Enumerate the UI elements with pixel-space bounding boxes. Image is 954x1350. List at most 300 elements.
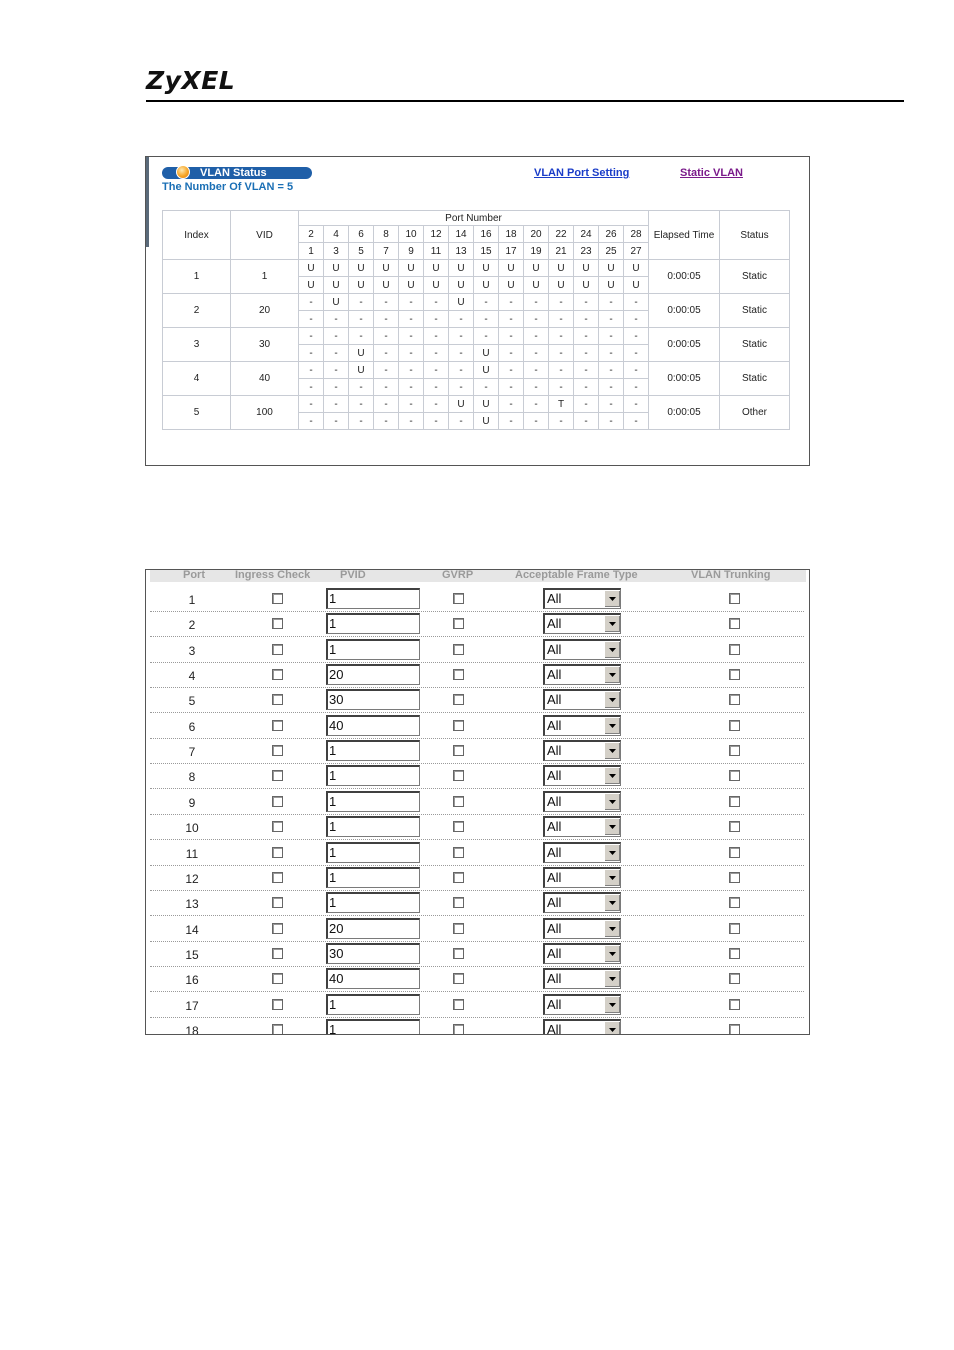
vlan-index: 3 xyxy=(163,328,231,362)
port-membership-cell: T xyxy=(549,396,574,413)
port-membership-cell: - xyxy=(524,379,549,396)
port-header-even: 8 xyxy=(374,226,399,243)
port-header-odd: 9 xyxy=(399,243,424,260)
port-header-odd: 1 xyxy=(299,243,324,260)
gvrp-checkbox[interactable] xyxy=(453,796,464,807)
frame-type-value: All xyxy=(547,591,562,606)
port-membership-cell: - xyxy=(399,328,424,345)
zyxel-logo: ZyXEL xyxy=(146,66,236,95)
frame-type-value: All xyxy=(547,743,562,759)
port-membership-cell: - xyxy=(399,379,424,396)
vlan-port-setting-link[interactable]: VLAN Port Setting xyxy=(534,167,630,179)
port-number: 11 xyxy=(185,846,199,861)
header-vlan-trunking: VLAN Trunking xyxy=(691,569,771,581)
vlan-status-table xyxy=(162,210,790,430)
acceptable-frame-type-select[interactable] xyxy=(543,816,621,837)
port-membership-cell: - xyxy=(349,379,374,396)
frame-type-value: All xyxy=(547,1021,562,1035)
pvid-input[interactable]: 20 xyxy=(326,918,420,939)
pvid-input[interactable]: 1 xyxy=(326,791,420,812)
port-membership-cell: - xyxy=(324,362,349,379)
vlan-row xyxy=(163,396,790,413)
gvrp-checkbox[interactable] xyxy=(453,1024,464,1035)
vlan-trunking-checkbox[interactable] xyxy=(729,821,740,832)
dropdown-arrow-icon[interactable] xyxy=(604,945,620,962)
port-membership-cell: - xyxy=(299,362,324,379)
port-membership-cell: - xyxy=(449,413,474,430)
vlan-status: Other xyxy=(720,396,790,430)
port-membership-cell: - xyxy=(474,294,499,311)
port-membership-cell: U xyxy=(599,260,624,277)
ingress-check-checkbox[interactable] xyxy=(272,973,283,984)
port-membership-cell: - xyxy=(299,396,324,413)
port-membership-cell: U xyxy=(574,277,599,294)
port-row xyxy=(150,713,804,739)
port-header-odd: 23 xyxy=(574,243,599,260)
header-elapsed-time: Elapsed Time xyxy=(649,211,720,260)
port-membership-cell: - xyxy=(599,413,624,430)
dropdown-arrow-icon[interactable] xyxy=(604,996,620,1013)
gvrp-checkbox[interactable] xyxy=(453,720,464,731)
pvid-input[interactable]: 1 xyxy=(326,639,420,660)
pvid-input[interactable]: 1 xyxy=(326,588,420,609)
gvrp-checkbox[interactable] xyxy=(453,669,464,680)
gvrp-checkbox[interactable] xyxy=(453,948,464,959)
port-row xyxy=(150,611,804,637)
port-header-even: 4 xyxy=(324,226,349,243)
gvrp-checkbox[interactable] xyxy=(453,593,464,604)
port-membership-cell: - xyxy=(574,345,599,362)
port-membership-cell: - xyxy=(599,396,624,413)
port-number: 15 xyxy=(185,947,199,962)
acceptable-frame-type-select[interactable] xyxy=(543,918,621,939)
port-membership-cell: U xyxy=(449,396,474,413)
port-header-even: 2 xyxy=(299,226,324,243)
acceptable-frame-type-select[interactable] xyxy=(543,892,621,913)
port-header-odd: 13 xyxy=(449,243,474,260)
header-port: Port xyxy=(183,569,205,581)
port-membership-cell: - xyxy=(499,362,524,379)
port-membership-cell: - xyxy=(299,345,324,362)
port-membership-cell: - xyxy=(574,294,599,311)
dropdown-arrow-icon[interactable] xyxy=(604,717,620,734)
ingress-check-checkbox[interactable] xyxy=(272,644,283,655)
port-membership-cell: U xyxy=(324,294,349,311)
vlan-trunking-checkbox[interactable] xyxy=(729,644,740,655)
gvrp-checkbox[interactable] xyxy=(453,644,464,655)
pvid-input[interactable]: 40 xyxy=(326,715,420,736)
port-membership-cell: - xyxy=(374,294,399,311)
port-row xyxy=(150,814,804,840)
vlan-trunking-checkbox[interactable] xyxy=(729,1024,740,1035)
pvid-input[interactable]: 1 xyxy=(326,842,420,863)
port-membership-cell: - xyxy=(549,413,574,430)
frame-type-value: All xyxy=(547,920,562,936)
port-membership-cell: - xyxy=(524,294,549,311)
gvrp-checkbox[interactable] xyxy=(453,897,464,908)
port-membership-cell: - xyxy=(524,362,549,379)
ingress-check-checkbox[interactable] xyxy=(272,720,283,731)
frame-type-value: All xyxy=(547,895,562,911)
port-row xyxy=(150,1017,804,1035)
vlan-index: 2 xyxy=(163,294,231,328)
gvrp-checkbox[interactable] xyxy=(453,770,464,781)
header-status: Status xyxy=(720,211,790,260)
ingress-check-checkbox[interactable] xyxy=(272,948,283,959)
port-membership-cell: - xyxy=(524,328,549,345)
port-membership-cell: - xyxy=(374,345,399,362)
port-header-odd: 15 xyxy=(474,243,499,260)
ingress-check-checkbox[interactable] xyxy=(272,593,283,604)
port-membership-cell: - xyxy=(474,379,499,396)
header-gvrp: GVRP xyxy=(442,569,474,581)
port-membership-cell: U xyxy=(474,345,499,362)
port-membership-cell: - xyxy=(549,345,574,362)
port-membership-cell: - xyxy=(499,413,524,430)
port-membership-cell: - xyxy=(299,379,324,396)
port-row xyxy=(150,865,804,891)
static-vlan-link[interactable]: Static VLAN xyxy=(680,167,743,179)
port-membership-cell: - xyxy=(624,413,649,430)
port-number: 7 xyxy=(188,745,196,760)
ingress-check-checkbox[interactable] xyxy=(272,872,283,883)
ingress-check-checkbox[interactable] xyxy=(272,923,283,934)
pvid-input[interactable]: 30 xyxy=(326,689,420,710)
gvrp-checkbox[interactable] xyxy=(453,923,464,934)
acceptable-frame-type-select[interactable] xyxy=(543,994,621,1015)
vlan-trunking-checkbox[interactable] xyxy=(729,948,740,959)
acceptable-frame-type-select[interactable] xyxy=(543,715,621,736)
port-membership-cell: - xyxy=(624,311,649,328)
vlan-status-panel xyxy=(145,156,810,466)
vlan-trunking-checkbox[interactable] xyxy=(729,999,740,1010)
frame-type-value: All xyxy=(547,844,562,860)
pvid-input[interactable]: 1 xyxy=(326,994,420,1015)
vlan-trunking-checkbox[interactable] xyxy=(729,593,740,604)
port-header-even: 12 xyxy=(424,226,449,243)
port-membership-cell: - xyxy=(624,362,649,379)
port-membership-cell: - xyxy=(599,328,624,345)
port-header-even: 14 xyxy=(449,226,474,243)
port-row xyxy=(150,840,804,866)
vlan-status: Static xyxy=(720,328,790,362)
port-membership-cell: - xyxy=(424,413,449,430)
port-membership-cell: - xyxy=(624,396,649,413)
gvrp-checkbox[interactable] xyxy=(453,694,464,705)
dropdown-arrow-icon[interactable] xyxy=(604,666,620,683)
dropdown-arrow-icon[interactable] xyxy=(604,869,620,886)
gvrp-checkbox[interactable] xyxy=(453,872,464,883)
dropdown-arrow-icon[interactable] xyxy=(604,691,620,708)
port-membership-cell: - xyxy=(574,413,599,430)
port-membership-cell: U xyxy=(399,277,424,294)
frame-type-value: All xyxy=(547,793,562,809)
acceptable-frame-type-select[interactable] xyxy=(543,639,621,660)
pvid-input[interactable]: 30 xyxy=(326,943,420,964)
frame-type-value: All xyxy=(547,971,562,987)
acceptable-frame-type-select[interactable] xyxy=(543,791,621,812)
port-membership-cell: U xyxy=(474,260,499,277)
port-membership-cell: U xyxy=(549,277,574,294)
vlan-trunking-checkbox[interactable] xyxy=(729,897,740,908)
port-number: 5 xyxy=(188,694,196,709)
port-membership-cell: - xyxy=(399,345,424,362)
panel-edge-bar xyxy=(146,157,149,247)
dropdown-arrow-icon[interactable] xyxy=(604,844,620,861)
vlan-index: 5 xyxy=(163,396,231,430)
port-membership-cell: U xyxy=(474,396,499,413)
ingress-check-checkbox[interactable] xyxy=(272,618,283,629)
vlan-row xyxy=(163,328,790,345)
port-membership-cell: U xyxy=(349,260,374,277)
ingress-check-checkbox[interactable] xyxy=(272,770,283,781)
port-header-odd: 21 xyxy=(549,243,574,260)
port-membership-cell: - xyxy=(449,362,474,379)
port-membership-cell: - xyxy=(349,328,374,345)
port-membership-cell: - xyxy=(324,328,349,345)
port-membership-cell: - xyxy=(349,311,374,328)
gvrp-checkbox[interactable] xyxy=(453,745,464,756)
pvid-input[interactable]: 1 xyxy=(326,740,420,761)
port-membership-cell: - xyxy=(474,328,499,345)
acceptable-frame-type-select[interactable] xyxy=(543,664,621,685)
port-membership-cell: - xyxy=(399,311,424,328)
port-membership-cell: - xyxy=(499,396,524,413)
gvrp-checkbox[interactable] xyxy=(453,973,464,984)
ingress-check-checkbox[interactable] xyxy=(272,847,283,858)
port-membership-cell: - xyxy=(424,311,449,328)
port-membership-cell: U xyxy=(474,362,499,379)
port-membership-cell: - xyxy=(499,311,524,328)
vlan-trunking-checkbox[interactable] xyxy=(729,669,740,680)
gvrp-checkbox[interactable] xyxy=(453,821,464,832)
header-divider xyxy=(146,100,904,102)
port-header-even: 6 xyxy=(349,226,374,243)
pvid-input[interactable]: 20 xyxy=(326,664,420,685)
orange-orb-icon xyxy=(176,165,190,179)
port-membership-cell: U xyxy=(424,277,449,294)
ingress-check-checkbox[interactable] xyxy=(272,999,283,1010)
port-header-even: 28 xyxy=(624,226,649,243)
pvid-input[interactable]: 1 xyxy=(326,765,420,786)
port-membership-cell: - xyxy=(324,345,349,362)
pvid-input[interactable]: 1 xyxy=(326,892,420,913)
dropdown-arrow-icon[interactable] xyxy=(604,818,620,835)
vlan-trunking-checkbox[interactable] xyxy=(729,770,740,781)
vlan-trunking-checkbox[interactable] xyxy=(729,872,740,883)
port-membership-cell: - xyxy=(399,396,424,413)
ingress-check-checkbox[interactable] xyxy=(272,1024,283,1035)
gvrp-checkbox[interactable] xyxy=(453,618,464,629)
ingress-check-checkbox[interactable] xyxy=(272,745,283,756)
acceptable-frame-type-select[interactable] xyxy=(543,588,621,609)
vlan-trunking-checkbox[interactable] xyxy=(729,973,740,984)
port-membership-cell: - xyxy=(374,413,399,430)
gvrp-checkbox[interactable] xyxy=(453,999,464,1010)
port-membership-cell: - xyxy=(549,294,574,311)
port-membership-cell: - xyxy=(524,311,549,328)
vlan-index: 4 xyxy=(163,362,231,396)
acceptable-frame-type-select[interactable] xyxy=(543,613,621,634)
port-membership-cell: - xyxy=(599,311,624,328)
port-header-odd: 19 xyxy=(524,243,549,260)
dropdown-arrow-icon[interactable] xyxy=(604,615,620,632)
port-membership-cell: - xyxy=(299,294,324,311)
port-number: 14 xyxy=(185,922,199,937)
port-membership-cell: U xyxy=(524,277,549,294)
port-membership-cell: - xyxy=(499,379,524,396)
port-membership-cell: - xyxy=(599,362,624,379)
dropdown-arrow-icon[interactable] xyxy=(604,894,620,911)
dropdown-arrow-icon[interactable] xyxy=(604,793,620,810)
acceptable-frame-type-select[interactable] xyxy=(543,689,621,710)
port-row xyxy=(150,916,804,942)
vlan-elapsed-time: 0:00:05 xyxy=(649,396,720,430)
port-row xyxy=(150,763,804,789)
port-membership-cell: - xyxy=(574,379,599,396)
header-index: Index xyxy=(163,211,231,260)
vlan-status-title-bar xyxy=(162,167,312,179)
port-membership-cell: - xyxy=(549,311,574,328)
port-number: 2 xyxy=(188,618,196,633)
port-membership-cell: - xyxy=(549,328,574,345)
frame-type-value: All xyxy=(547,945,562,961)
port-membership-cell: U xyxy=(499,260,524,277)
vlan-elapsed-time: 0:00:05 xyxy=(649,362,720,396)
frame-type-value: All xyxy=(547,641,562,657)
ingress-check-checkbox[interactable] xyxy=(272,897,283,908)
port-number: 10 xyxy=(185,821,199,836)
port-header-odd: 25 xyxy=(599,243,624,260)
dropdown-arrow-icon[interactable] xyxy=(604,641,620,658)
port-header-even: 24 xyxy=(574,226,599,243)
port-header-odd: 17 xyxy=(499,243,524,260)
port-number: 9 xyxy=(188,795,196,810)
vlan-elapsed-time: 0:00:05 xyxy=(649,328,720,362)
port-membership-cell: - xyxy=(349,396,374,413)
port-row xyxy=(150,890,804,916)
vlan-index: 1 xyxy=(163,260,231,294)
vlan-status: Static xyxy=(720,362,790,396)
vlan-trunking-checkbox[interactable] xyxy=(729,720,740,731)
ingress-check-checkbox[interactable] xyxy=(272,669,283,680)
vlan-vid: 1 xyxy=(231,260,299,294)
port-membership-cell: - xyxy=(324,396,349,413)
vlan-vid: 100 xyxy=(231,396,299,430)
vlan-trunking-checkbox[interactable] xyxy=(729,796,740,807)
port-membership-cell: - xyxy=(324,379,349,396)
port-header-odd: 7 xyxy=(374,243,399,260)
port-header-even: 16 xyxy=(474,226,499,243)
port-membership-cell: - xyxy=(574,396,599,413)
port-membership-cell: - xyxy=(624,294,649,311)
dropdown-arrow-icon[interactable] xyxy=(604,920,620,937)
pvid-input[interactable]: 1 xyxy=(326,1019,420,1035)
port-membership-cell: - xyxy=(624,379,649,396)
port-membership-cell: U xyxy=(374,277,399,294)
port-membership-cell: U xyxy=(324,260,349,277)
port-header-even: 22 xyxy=(549,226,574,243)
port-membership-cell: - xyxy=(424,396,449,413)
vlan-row xyxy=(163,260,790,277)
dropdown-arrow-icon[interactable] xyxy=(604,767,620,784)
vlan-trunking-checkbox[interactable] xyxy=(729,745,740,756)
port-membership-cell: - xyxy=(299,311,324,328)
vlan-trunking-checkbox[interactable] xyxy=(729,618,740,629)
acceptable-frame-type-select[interactable] xyxy=(543,867,621,888)
port-membership-cell: U xyxy=(624,260,649,277)
port-membership-cell: U xyxy=(499,277,524,294)
vlan-vid: 20 xyxy=(231,294,299,328)
port-membership-cell: U xyxy=(349,362,374,379)
dropdown-arrow-icon[interactable] xyxy=(604,970,620,987)
acceptable-frame-type-select[interactable] xyxy=(543,943,621,964)
port-membership-cell: - xyxy=(424,362,449,379)
port-membership-cell: - xyxy=(324,311,349,328)
ingress-check-checkbox[interactable] xyxy=(272,821,283,832)
port-membership-cell: - xyxy=(399,294,424,311)
vlan-trunking-checkbox[interactable] xyxy=(729,694,740,705)
dropdown-arrow-icon[interactable] xyxy=(604,590,620,607)
port-membership-cell: - xyxy=(374,328,399,345)
port-number: 12 xyxy=(185,871,199,886)
port-membership-cell: - xyxy=(624,328,649,345)
gvrp-checkbox[interactable] xyxy=(453,847,464,858)
port-membership-cell: U xyxy=(549,260,574,277)
port-membership-cell: - xyxy=(374,396,399,413)
port-membership-cell: U xyxy=(324,277,349,294)
port-header-even: 10 xyxy=(399,226,424,243)
vlan-row xyxy=(163,362,790,379)
vlan-trunking-checkbox[interactable] xyxy=(729,923,740,934)
port-membership-cell: U xyxy=(474,413,499,430)
frame-type-value: All xyxy=(547,616,562,632)
frame-type-value: All xyxy=(547,768,562,784)
acceptable-frame-type-select[interactable] xyxy=(543,1019,621,1035)
port-row xyxy=(150,738,804,764)
acceptable-frame-type-select[interactable] xyxy=(543,740,621,761)
ingress-check-checkbox[interactable] xyxy=(272,694,283,705)
header-vid: VID xyxy=(231,211,299,260)
port-membership-cell: - xyxy=(449,379,474,396)
port-membership-cell: U xyxy=(574,260,599,277)
acceptable-frame-type-select[interactable] xyxy=(543,968,621,989)
acceptable-frame-type-select[interactable] xyxy=(543,765,621,786)
vlan-trunking-checkbox[interactable] xyxy=(729,847,740,858)
frame-type-value: All xyxy=(547,717,562,733)
header-acceptable-frame-type: Acceptable Frame Type xyxy=(515,569,638,581)
frame-type-value: All xyxy=(547,692,562,708)
port-membership-cell: - xyxy=(374,379,399,396)
port-membership-cell: U xyxy=(524,260,549,277)
port-number: 17 xyxy=(185,998,199,1013)
ingress-check-checkbox[interactable] xyxy=(272,796,283,807)
port-header-even: 26 xyxy=(599,226,624,243)
port-membership-cell: U xyxy=(299,277,324,294)
pvid-input[interactable]: 1 xyxy=(326,816,420,837)
pvid-input[interactable]: 1 xyxy=(326,613,420,634)
port-membership-cell: U xyxy=(624,277,649,294)
port-membership-cell: - xyxy=(624,345,649,362)
pvid-input[interactable]: 1 xyxy=(326,867,420,888)
port-row xyxy=(150,586,804,612)
dropdown-arrow-icon[interactable] xyxy=(604,1021,620,1035)
vlan-elapsed-time: 0:00:05 xyxy=(649,294,720,328)
port-membership-cell: - xyxy=(399,413,424,430)
dropdown-arrow-icon[interactable] xyxy=(604,742,620,759)
pvid-input[interactable]: 40 xyxy=(326,968,420,989)
acceptable-frame-type-select[interactable] xyxy=(543,842,621,863)
